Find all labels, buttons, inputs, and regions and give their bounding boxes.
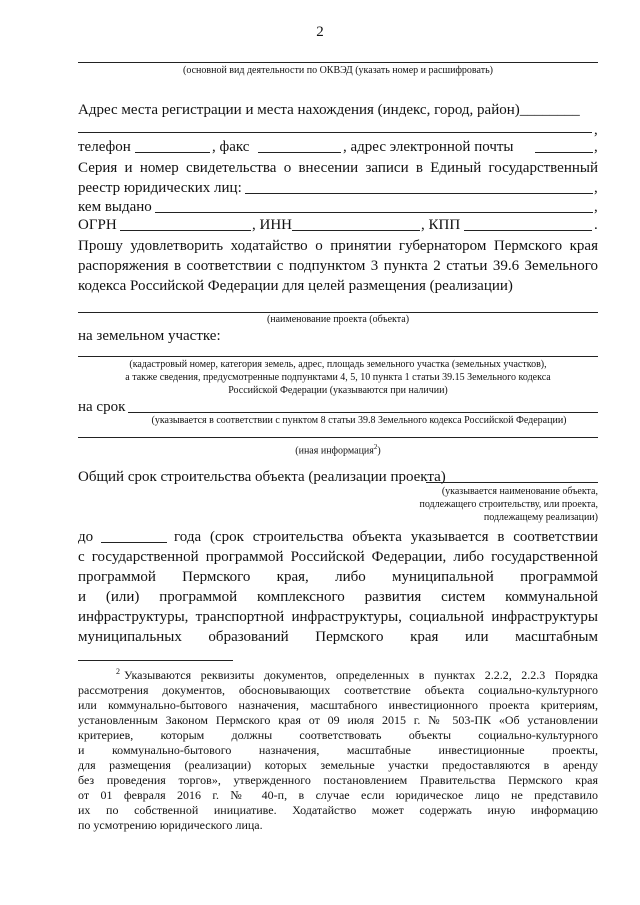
- term-field[interactable]: [128, 412, 598, 413]
- okved-caption: (основной вид деятельности по ОКВЭД (указать номер и расшифровать): [183, 65, 493, 76]
- phone-label: телефон: [78, 139, 131, 155]
- ids-end: .: [594, 217, 598, 233]
- cadastral-line[interactable]: [78, 356, 598, 357]
- construction-label: Общий срок строительства объекта (реализации проекта): [78, 469, 446, 485]
- okved-line: [78, 62, 598, 63]
- inn-field[interactable]: [292, 230, 420, 231]
- address-line-2: [78, 132, 592, 133]
- page-number: 2: [316, 24, 324, 40]
- contacts-end: ,: [594, 139, 598, 155]
- registry-field[interactable]: [245, 193, 593, 194]
- body-line-2: с государственной программой Российской Федерации, либо государственной: [78, 549, 598, 565]
- footnote-line: критериев, которым должны соответствовать объекты социально-культурного: [78, 728, 598, 742]
- issued-by-end: ,: [594, 199, 598, 215]
- footnote-line: без проведения торгов», утвержденного постановлением Правительства Пермского края: [78, 773, 598, 787]
- issued-by-field[interactable]: [155, 212, 593, 213]
- phone-field[interactable]: [135, 152, 210, 153]
- footnote-line: и коммунально-бытового назначения, масштабные инвестиционные проекты,: [78, 743, 598, 757]
- construction-caption-1: (указывается наименование объекта,: [441, 486, 598, 497]
- other-info-caption: [78, 441, 598, 457]
- fax-field[interactable]: [258, 152, 341, 153]
- body-line-1-start: до: [78, 529, 94, 545]
- term-label: на срок: [78, 399, 126, 415]
- email-field[interactable]: [535, 152, 593, 153]
- footnote-line: от 01 февраля 2016 г. № 40-п, в случае если юридическое лицо не представило: [78, 788, 598, 802]
- footnote-line: рассмотрения документов, обосновывающих соответствие объекта социально-культурного: [78, 683, 598, 697]
- footnote-line: или коммунально-бытового назначения, масштабного инвестиционного проекта критериям,: [78, 698, 598, 712]
- request-line-2: распоряжения в соответствии с подпунктом 3 пункта 2 статьи 39.6 Земельного: [78, 258, 598, 274]
- construction-field[interactable]: [426, 482, 598, 483]
- issued-by-label: кем выдано: [78, 199, 152, 215]
- footnote-last-line: по усмотрению юридического лица.: [78, 818, 263, 832]
- other-info-footnote-ref: 2: [373, 443, 378, 451]
- cadastral-caption-3: Российской Федерации (указываются при наличии): [228, 385, 448, 396]
- kpp-field[interactable]: [464, 230, 592, 231]
- body-line-3: программой Пермского края, либо муниципальной программой: [78, 569, 598, 585]
- ogrn-label: ОГРН: [78, 217, 117, 233]
- inn-label: , ИНН: [252, 217, 292, 233]
- other-info-caption-text: (иная информация: [295, 445, 374, 457]
- ogrn-field[interactable]: [120, 230, 251, 231]
- body-line-1: года (срок строительства объекта указывается в соответствии: [174, 529, 598, 545]
- address-line-2-end: ,: [594, 122, 598, 138]
- request-line-1: Прошу удовлетворить ходатайство о принятии губернатором Пермского края: [78, 238, 598, 254]
- year-field[interactable]: [101, 542, 167, 543]
- project-caption: (наименование проекта (объекта): [266, 314, 410, 325]
- registry-end: ,: [594, 180, 598, 196]
- footnote-line: установленным Законом Пермского края от 09 июля 2015 г. № 503-ПК «Об установлении: [78, 713, 598, 727]
- address-label: Адрес места регистрации и места нахождения (индекс, город, район)________: [78, 102, 580, 118]
- other-info-caption-close: ): [377, 445, 381, 457]
- request-line-3: кодекса Российской Федерации для целей размещения (реализации): [78, 278, 513, 294]
- footnote-mark-num: 2: [116, 667, 120, 676]
- other-info-line[interactable]: [78, 437, 598, 438]
- certificate-line-1: Серия и номер свидетельства о внесении записи в Единый государственный: [78, 160, 598, 176]
- footnote-line: Указываются реквизиты документов, определенных в пунктах 2.2.2, 2.2.3 Порядка: [124, 668, 598, 682]
- footnote-separator: [78, 660, 233, 661]
- body-line-6: муниципальных образований Пермского края или масштабным: [78, 629, 598, 645]
- body-line-4: и (или) программой комплексного развития систем коммунальной: [78, 589, 598, 605]
- construction-caption-3: подлежащему реализации): [483, 512, 598, 523]
- fax-label: , факс: [212, 139, 250, 155]
- footnote-mark: [116, 664, 120, 683]
- construction-caption-2: подлежащего строительству, или проекта,: [419, 499, 598, 510]
- cadastral-caption-2: а также сведения, предусмотренные подпунктами 4, 5, 10 пункта 1 статьи 39.15 Земельного кодекса: [125, 372, 551, 383]
- term-caption: (указывается в соответствии с пунктом 8 статьи 39.8 Земельного кодекса Российской Федерации): [151, 415, 567, 426]
- cadastral-caption-1: (кадастровый номер, категория земель, адрес, площадь земельного участка (земельных участков),: [129, 359, 547, 370]
- kpp-label: , КПП: [421, 217, 461, 233]
- certificate-line-2: реестр юридических лиц:: [78, 180, 242, 196]
- footnote-line: для размещения (реализации) которых земельные участки предоставляются в аренду: [78, 758, 598, 772]
- footnote-line: их по собственной инициативе. Ходатайство может содержать иную информацию: [78, 803, 598, 817]
- email-label: , адрес электронной почты: [343, 139, 514, 155]
- project-line[interactable]: [78, 312, 598, 313]
- land-plot-label: на земельном участке:: [78, 328, 221, 344]
- body-line-5: инфраструктуры, транспортной инфраструктуры, социальной инфраструктуры: [78, 609, 598, 625]
